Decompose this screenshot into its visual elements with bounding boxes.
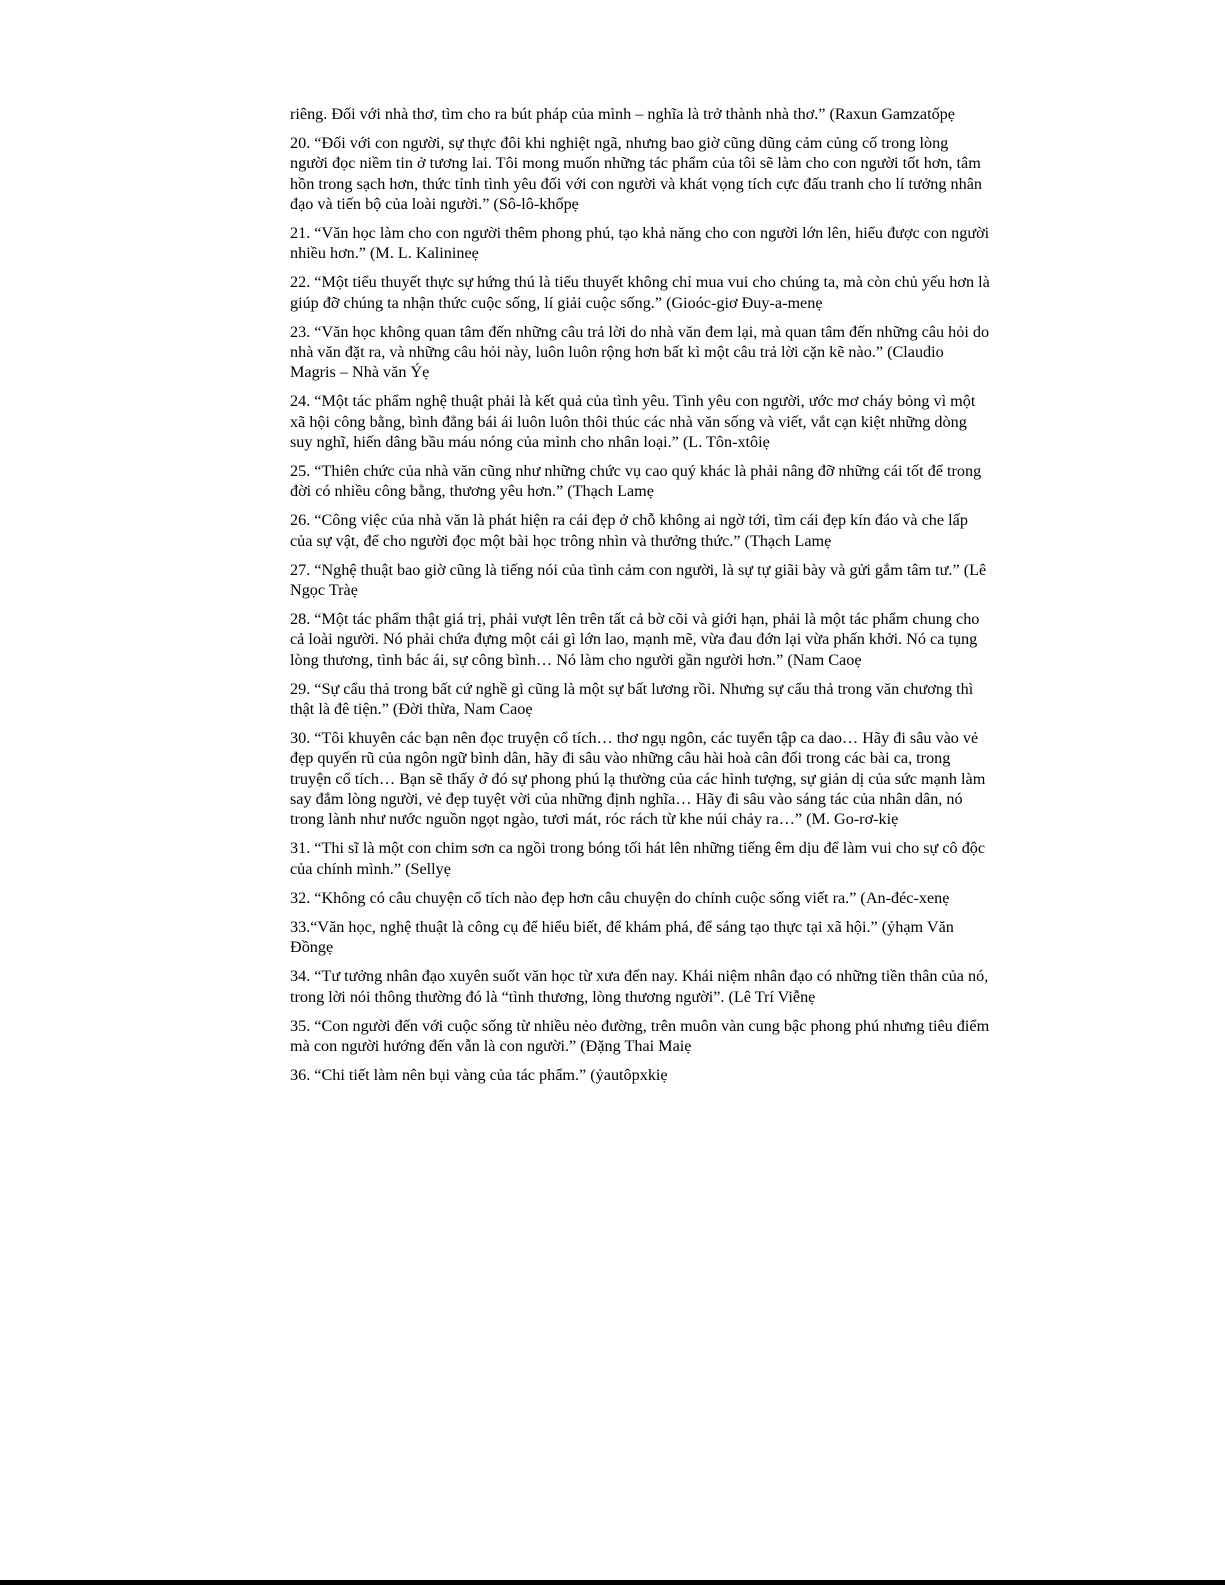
quote-36: 36. “Chi tiết làm nên bụi vàng của tác phẩm.” (ỷautôpxkiẹ — [290, 1066, 668, 1085]
quote-35: 35. “Con người đến với cuộc sống từ nhiều nẻo đường, trên muôn vàn cung bậc phong phú nhưng tiêu điểm mà con người hướng đến vẫn là con người.” (Đặng Thai Maiẹ — [290, 1016, 990, 1055]
quote-26: 26. “Công việc của nhà văn là phát hiện ra cái đẹp ở chỗ không ai ngờ tới, tìm cái đẹp kín đáo và che lấp của sự vật, để cho người đọc một bài học trông nhìn và thưởng thức.” (Thạch Lamẹ — [290, 511, 968, 550]
quote-21: 21. “Văn học làm cho con người thêm phong phú, tạo khả năng cho con người lớn lên, hiểu được con người nhiều hơn.” (M. L. Kalinineẹ — [290, 224, 990, 263]
text-column — [290, 104, 990, 1094]
paragraph-continuation: riêng. Đối với nhà thơ, tìm cho ra bút pháp của mình – nghĩa là trở thành nhà thơ.” (Raxun Gamzatốpẹ — [290, 105, 955, 123]
quote-24: 24. “Một tác phẩm nghệ thuật phải là kết quả của tình yêu. Tình yêu con người, ước mơ cháy bỏng vì một xã hội công bằng, bình đẳng bái ái luôn luôn thôi thúc các nhà văn sống và viết, vắt cạn kiệt những dòng suy nghĩ, hiến dâng bầu máu nóng của mình cho nhân loại.” (L. Tôn-xtôiẹ — [290, 392, 976, 451]
quote-33: 33.“Văn học, nghệ thuật là công cụ để hiểu biết, để khám phá, để sáng tạo thực tại xã hội.” (ỷhạm Văn Đồngẹ — [290, 917, 954, 957]
quote-29: 29. “Sự cẩu thả trong bất cứ nghề gì cũng là một sự bất lương rồi. Nhưng sự cẩu thả trong văn chương thì thật là đê tiện.” (Đời thừa, Nam Caoẹ — [290, 679, 974, 719]
quote-30: 30. “Tôi khuyên các bạn nên đọc truyện cổ tích… thơ ngụ ngôn, các tuyển tập ca dao… Hãy đi sâu vào vẻ đẹp quyến rũ của ngôn ngữ bình dân, hãy đi sâu vào những câu hài hoà cân đối trong các bài ca, trong truyện cổ tích… Bạn sẽ thấy ở đó sự phong phú lạ thường của các hình tượng, sự giản dị của sức mạnh làm say đắm lòng người, vẻ đẹp tuyệt vời của những định nghĩa… Hãy đi sâu vào sáng tác của nhân dân, nó trong lành như nước nguồn ngọt ngào, tươi mát, róc rách từ khe núi chảy ra…” (M. Go-rơ-kiẹ — [290, 729, 986, 829]
quote-23: 23. “Văn học không quan tâm đến những câu trả lời do nhà văn đem lại, mà quan tâm đến những câu hỏi do nhà văn đặt ra, và những câu hỏi này, luôn luôn rộng hơn bất kì một câu trả lời cặn kẽ nào.” (Claudio Magris – Nhà văn Ýẹ — [290, 322, 990, 382]
quote-20: 20. “Đối với con người, sự thực đôi khi nghiệt ngã, nhưng bao giờ cũng dũng cảm củng cố trong lòng người đọc niềm tin ở tương lai. Tôi mong muốn những tác phẩm của tôi sẽ làm cho con người tốt hơn, tâm hồn trong sạch hơn, thức tỉnh tình yêu đối với con người và khát vọng tích cực đấu tranh cho lí tưởng nhân đạo và tiến bộ của loài người.” (Sô-lô-khốpẹ — [290, 134, 982, 213]
page-bottom-border — [0, 1580, 1225, 1585]
quote-32: 32. “Không có câu chuyện cổ tích nào đẹp hơn câu chuyện do chính cuộc sống viết ra.” (An-đéc-xenẹ — [290, 888, 950, 907]
quote-27: 27. “Nghệ thuật bao giờ cũng là tiếng nói của tình cảm con người, là sự tự giãi bày và gửi gắm tâm tư.” (Lê Ngọc Tràẹ — [290, 560, 987, 600]
quote-22: 22. “Một tiểu thuyết thực sự hứng thú là tiểu thuyết không chỉ mua vui cho chúng ta, mà còn chủ yếu hơn là giúp đỡ chúng ta nhận thức cuộc sống, lí giải cuộc sống.” (Gioóc-giơ Đuy-a-menẹ — [290, 273, 990, 312]
quote-25: 25. “Thiên chức của nhà văn cũng như những chức vụ cao quý khác là phải nâng đỡ những cái tốt để trong đời có nhiều công bằng, thương yêu hơn.” (Thạch Lamẹ — [290, 462, 982, 501]
quote-34: 34. “Tư tưởng nhân đạo xuyên suốt văn học từ xưa đến nay. Khái niệm nhân đạo có những tiền thân của nó, trong lời nói thông thường đó là “tình thương, lòng thương người”. (Lê Trí Viễnẹ — [290, 967, 989, 1006]
quote-31: 31. “Thi sĩ là một con chim sơn ca ngồi trong bóng tối hát lên những tiếng êm dịu để làm vui cho sự cô độc của chính mình.” (Sellyẹ — [290, 839, 986, 878]
quote-28: 28. “Một tác phẩm thật giá trị, phải vượt lên trên tất cả bờ cõi và giới hạn, phải là một tác phẩm chung cho cả loài người. Nó phải chứa đựng một cái gì lớn lao, mạnh mẽ, vừa đau đớn lại vừa phấn khởi. Nó ca tụng lòng thương, tình bác ái, sự công bình… Nó làm cho người gần người hơn.” (Nam Caoẹ — [290, 610, 980, 669]
